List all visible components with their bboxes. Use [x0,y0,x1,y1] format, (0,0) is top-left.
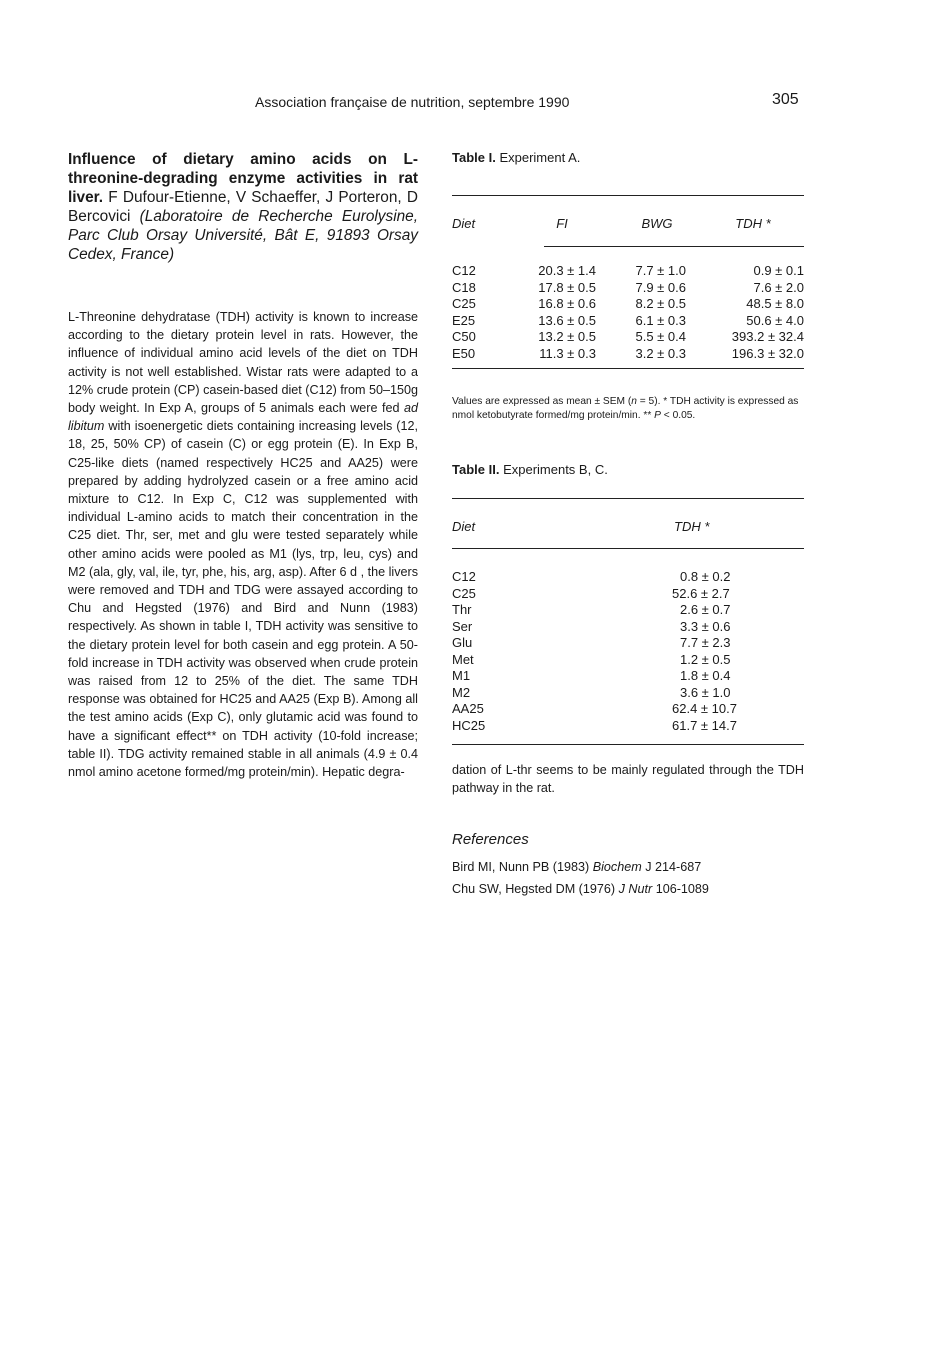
table2-header-row [452,519,804,534]
reference-item [452,860,804,874]
page-number: 305 [772,91,799,108]
table2-caption [452,462,804,477]
table1-cell: 48.5 ± 8.0 [746,296,804,311]
ref2-authors: Chu SW, Hegsted DM (1976) [452,882,616,897]
table1-cell: 7.6 ± 2.0 [753,279,804,295]
table1-cell: 13.2 ± 0.5 [538,329,596,344]
table2-header-rule [452,548,804,549]
table1-cell: 16.8 ± 0.6 [538,296,596,311]
table1-cell: 7.7 ± 1.0 [635,263,686,278]
table1-cell: C25 [452,296,476,311]
small-caps-l: L [68,310,76,324]
abstract-affiliation: (Laboratoire de Recherche Eurolysine, Parc Club Orsay Université, Bât E, 91893 Orsay Cedex, France) [68,208,419,263]
table1-header-diet: Diet [452,216,476,231]
small-caps-l-2: L [126,510,134,525]
table1-caption [452,150,804,165]
note-p: P [654,409,661,421]
table2-cell: 52.6 ± 2.7 [672,585,730,601]
table-row [452,619,804,636]
table2-header [452,519,804,534]
table-row [452,329,804,346]
table-row [452,668,804,685]
table1-cell: 5.5 ± 0.4 [635,329,686,344]
table-row [452,718,804,735]
table-row [452,263,804,280]
table2-header-diet: Diet [452,519,476,534]
table1-cell: 50.6 ± 4.0 [746,312,804,328]
table2-cell: 62.4 ± 10.7 [672,701,737,716]
body-ad-libitum: ad libitum [68,401,419,434]
table1-cell: 8.2 ± 0.5 [635,296,686,311]
table-row [452,569,804,586]
table2-cell: 1.8 ± 0.4 [680,668,731,683]
table1-header-row [452,216,804,231]
table1-cell: C18 [452,279,476,295]
abstract-continuation [452,761,804,797]
continuation-part-1: dation of [452,763,506,777]
table1-header-rule [544,246,804,247]
table1-note [452,395,804,422]
table2-cell: 3.3 ± 0.6 [680,618,731,634]
table2-cell: Met [452,651,474,667]
table1-top-rule [452,195,804,196]
table-row [452,280,804,297]
table-row [452,586,804,603]
note-b: = 5). * TDH activity is expressed as nmol ketobutyrate formed/mg protein/min. ** [452,396,799,421]
running-header: Association française de nutrition, septembre 1990 [255,94,570,110]
table2-cell: 2.6 ± 0.7 [680,602,731,617]
table-row [452,296,804,313]
table2-cell: AA25 [452,701,484,716]
table-row [452,685,804,702]
table2-cell: Ser [452,618,473,634]
table1-header-fi: FI [556,216,568,231]
table1 [452,216,804,231]
abstract-authors: F Dufour-Etienne, V Schaeffer, J Porteron, D Bercovici [68,189,418,225]
reference-item [452,882,804,896]
table2-cell: 3.6 ± 1.0 [680,684,731,700]
table2-cell: 61.7 ± 14.7 [672,717,737,733]
table2-top-rule [452,498,804,499]
table1-cell: 17.8 ± 0.5 [538,279,596,295]
table2-bottom-rule [452,744,804,745]
table1-cell: 6.1 ± 0.3 [635,312,686,328]
note-n: n [631,396,637,407]
table-row [452,602,804,619]
table2-cell: 7.7 ± 2.3 [680,635,731,650]
table1-cell: 20.3 ± 1.4 [538,263,596,278]
ref2-rest: 106-1089 [655,882,709,897]
ref1-rest: J 214-687 [645,860,702,875]
table1-cell: 13.6 ± 0.5 [538,312,596,328]
table-row [452,346,804,363]
abstract-body [68,308,418,781]
note-a: Values are expressed as mean ± SEM ( [452,396,632,407]
table2-cell: M2 [452,684,471,700]
ref1-journal: Biochem [592,860,642,875]
ref2-journal: J Nutr [618,882,653,897]
continuation-part-2: -thr seems to be mainly regulated through the TDH pathway in the rat. [452,763,804,796]
table1-cell: 393.2 ± 32.4 [731,329,804,344]
table1-header-tdh: TDH * [735,216,771,231]
table2-caption-label: Table II. [452,462,500,477]
small-caps-l-3: L [505,763,513,777]
table1-cell: C50 [452,329,476,344]
table1-header-bwg: BWG [641,216,673,231]
abstract-heading [68,150,418,264]
table1-cell: E50 [452,345,476,361]
table1-cell: E25 [452,312,476,328]
body-part-1: -Threonine dehydratase (TDH) activity is known to increase according to the dietary protein level in rats. However, the influence of individual amino acid levels of the diet on TDH activity is not well established. Wistar rats were adapted to a 12% crude protein (CP) casein-based diet (C12) from 50–150g body weight. In Exp A, groups of 5 animals each were fed [68,310,419,416]
references-heading: References [452,831,529,849]
abstract-title: Influence of dietary amino acids on L-threonine-degrading enzyme activities in rat liver. [68,151,418,206]
body-part-2: with isoenergetic diets containing increasing levels (12, 18, 25, 50% CP) of casein (C) or egg protein (E). In Exp B, C25-like diets (named respectively HC25 and AA25) were prepared by adding hydrolyzed casein or a free amino acid mixture to C12. In Exp C, C12 was supplemented with individual [68,419,418,525]
left-column [68,150,418,781]
table2-cell: C12 [452,569,476,584]
table2-cell: 0.8 ± 0.2 [680,569,731,584]
note-c: < 0.05. [660,409,696,421]
table1-caption-text: Experiment A. [499,150,581,165]
table1-cell: 0.9 ± 0.1 [753,263,804,278]
table2-cell: HC25 [452,717,486,733]
table-row [452,635,804,652]
body-part-3: -amino acids to match their concentration in the C25 diet. Thr, ser, met and glu were tested separately while other amino acids were pooled as M1 (lys, trp, leu, cys) and M2 (ala, gly, val, ile, tyr, phe, his, arg, asp). After 6 d , the livers were removed and TDH and TDG were assayed according to Chu and Hegsted (1976) and Bird and Nunn (1983) respectively. As shown in table I, TDH activity was sensitive to the dietary protein level for both casein and egg protein. A 50-fold increase in TDH activity was observed when crude protein was raised from 12 to 25% of the diet. The same TDH response was obtained for HC25 and AA25 (Exp B). Among all the test amino acids (Exp C), only glutamic acid was found to have a significant effect** on TDH activity (10-fold increase; table II). TDG activity remained stable in all animals (4.9 ± 0.4 nmol amino acetone formed/mg protein/min). Hepatic degra- [68,510,418,780]
table2-cell: M1 [452,668,471,683]
table2-cell: 1.2 ± 0.5 [680,651,731,667]
table2-cell: C25 [452,585,476,601]
table1-cell: 11.3 ± 0.3 [539,345,596,361]
table1-bottom-rule [452,368,804,369]
table1-caption-label: Table I. [452,150,496,165]
table2-cell: Glu [452,635,473,650]
table1-cell: C12 [452,263,476,278]
table2-body [452,569,804,734]
right-column [452,150,804,896]
table-row [452,701,804,718]
table1-cell: 196.3 ± 32.0 [731,345,804,361]
ref1-authors: Bird MI, Nunn PB (1983) [452,860,590,875]
table-row [452,313,804,330]
table2-cell: Thr [452,602,472,617]
table1-cell: 7.9 ± 0.6 [635,279,686,295]
table2-caption-text: Experiments B, C. [503,462,608,477]
table-row [452,652,804,669]
table2-header-tdh: TDH * [674,519,710,534]
table1-cell: 3.2 ± 0.3 [635,345,686,361]
table1-body [452,263,804,362]
